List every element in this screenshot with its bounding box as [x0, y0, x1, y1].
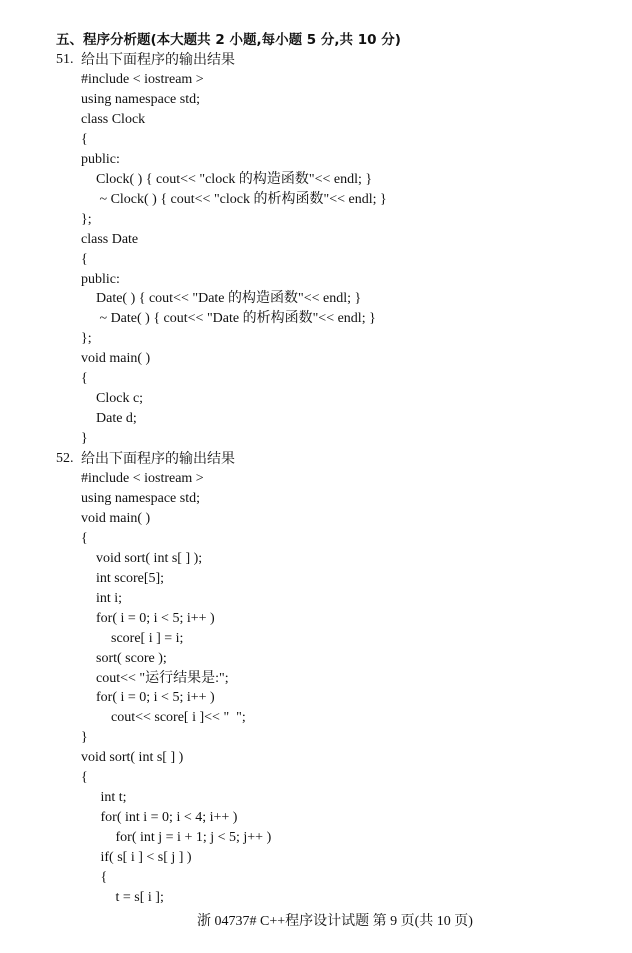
code-line: {: [81, 131, 88, 147]
code-line: #include < iostream >: [81, 471, 204, 486]
code-line: for( int i = 0; i < 4; i++ ): [100, 810, 238, 826]
code-line: Date d;: [96, 411, 137, 427]
section-heading: 五、程序分析题(本大题共 2 小题,每小题 5 分,共 10 分): [56, 32, 401, 48]
code-line: {: [100, 870, 108, 885]
code-line: public:: [81, 271, 120, 287]
question-51-number: 51.: [56, 52, 74, 67]
code-line: void main( ): [81, 351, 151, 367]
code-line: class Clock: [81, 111, 146, 127]
code-line: class Date: [81, 231, 139, 247]
code-line: Clock( ) { cout<< "clock 的构造函数"<< endl; }: [96, 171, 373, 187]
code-line: }: [81, 730, 88, 746]
code-line: }: [81, 431, 88, 447]
question-51-prompt: 给出下面程序的输出结果: [81, 52, 235, 68]
code-line: {: [81, 770, 88, 786]
code-line: void sort( int s[ ] );: [96, 550, 203, 566]
code-line: ~ Date( ) { cout<< "Date 的析构函数"<< endl; }: [96, 311, 376, 327]
code-line: #include < iostream >: [81, 72, 204, 87]
code-line: {: [81, 371, 88, 387]
code-line: };: [81, 331, 92, 347]
code-line: cout<< score[ i ]<< " ";: [111, 710, 246, 726]
code-line: };: [81, 211, 92, 227]
question-52-number: 52.: [56, 451, 74, 466]
code-line: Date( ) { cout<< "Date 的构造函数"<< endl; }: [96, 291, 362, 307]
code-line: sort( score );: [96, 650, 167, 666]
code-line: Clock c;: [96, 391, 144, 407]
code-line: cout<< "运行结果是:";: [96, 670, 229, 686]
page-footer: 浙 04737# C++程序设计试题 第 9 页(共 10 页): [197, 914, 473, 929]
code-line: for( int j = i + 1; j < 5; j++ ): [115, 830, 272, 846]
code-line: public:: [81, 151, 120, 167]
code-line: score[ i ] = i;: [111, 630, 184, 646]
code-line: using namespace std;: [81, 490, 200, 506]
code-line: {: [81, 251, 88, 267]
code-line: t = s[ i ];: [115, 889, 164, 905]
code-line: int i;: [96, 590, 123, 606]
code-line: int t;: [100, 790, 127, 806]
code-line: if( s[ i ] < s[ j ] ): [100, 850, 192, 866]
code-line: using namespace std;: [81, 91, 200, 107]
question-52-prompt: 给出下面程序的输出结果: [81, 451, 235, 467]
code-line: for( i = 0; i < 5; i++ ): [96, 610, 215, 626]
code-line: for( i = 0; i < 5; i++ ): [96, 690, 215, 706]
code-line: ~ Clock( ) { cout<< "clock 的析构函数"<< endl; }: [96, 191, 387, 207]
code-line: {: [81, 530, 88, 546]
code-line: void sort( int s[ ] ): [81, 750, 184, 766]
code-line: void main( ): [81, 510, 151, 526]
code-line: int score[5];: [96, 570, 165, 586]
